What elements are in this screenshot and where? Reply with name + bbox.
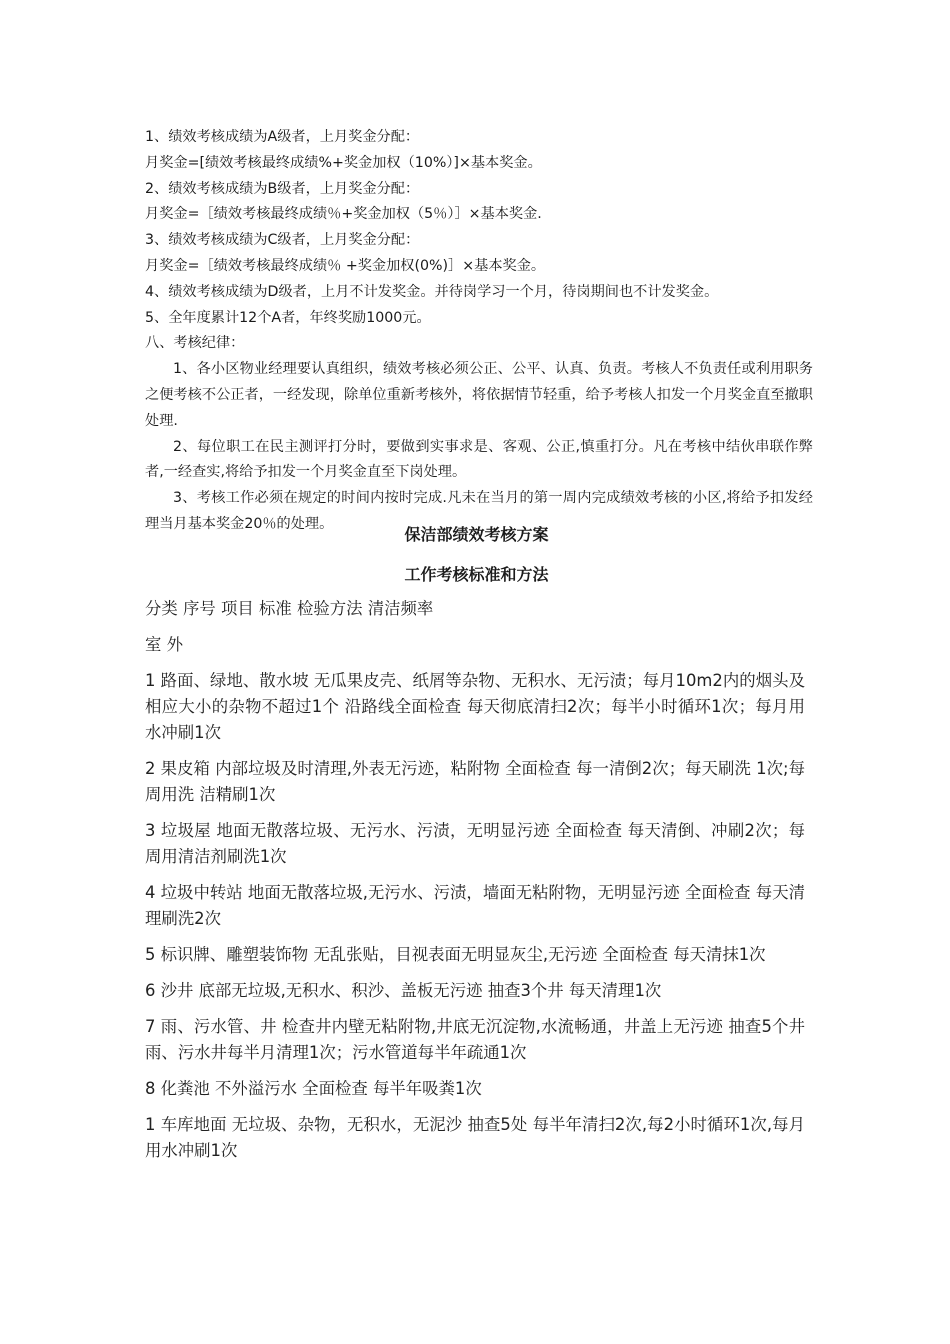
- document-title: 保洁部绩效考核方案: [404, 525, 549, 544]
- list-item: 5 标识牌、雕塑装饰物 无乱张贴，目视表面无明显灰尘,无污迹 全面检查 每天清抹1次: [145, 945, 766, 964]
- list-item: 6 沙井 底部无垃圾,无积水、积沙、盖板无污迹 抽查3个井 每天清理1次: [145, 981, 662, 1000]
- discipline-paragraph: 1、各小区物业经理要认真组织，绩效考核必须公正、公平、认真、负责。考核人不负责任或利用职务之便考核不公正者，一经发现，除单位重新考核外，将依据情节轻重，给予考核人扣发一个月奖金直至撤职处理.: [145, 361, 813, 429]
- rule-line: 5、全年度累计12个A者，年终奖励1000元。: [145, 309, 431, 326]
- list-item: 4 垃圾中转站 地面无散落垃圾,无污水、污渍，墙面无粘附物，无明显污迹 全面检查 每天清理刷洗2次: [145, 883, 805, 928]
- list-item: 8 化粪池 不外溢污水 全面检查 每半年吸粪1次: [145, 1079, 482, 1098]
- list-item: 2 果皮箱 内部垃圾及时清理,外表无污迹，粘附物 全面检查 每一清倒2次；每天刷洗 1次;每周用洗 洁精刷1次: [145, 759, 805, 804]
- rule-line: 月奖金=［绩效考核最终成绩％ +奖金加权(0%)］×基本奖金。: [145, 257, 546, 274]
- table-header-row: 分类 序号 项目 标准 检验方法 清洁频率: [145, 599, 434, 618]
- list-item: 1 车库地面 无垃圾、杂物，无积水，无泥沙 抽查5处 每半年清扫2次,每2小时循环1次,每月用水冲刷1次: [145, 1115, 805, 1160]
- standards-list: [145, 596, 805, 1174]
- category-label: 室 外: [145, 635, 183, 654]
- discipline-paragraph: 2、每位职工在民主测评打分时，要做到实事求是、客观、公正,慎重打分。凡在考核中结伙串联作弊者,一经查实,将给予扣发一个月奖金直至下岗处理。: [145, 438, 813, 481]
- rule-line: 月奖金=［绩效考核最终成绩％+奖金加权（5％）］×基本奖金.: [145, 206, 542, 223]
- document-subtitle: 工作考核标准和方法: [404, 565, 549, 584]
- rule-line: 月奖金=[绩效考核最终成绩%+奖金加权（10%）]×基本奖金。: [145, 154, 542, 171]
- list-item: 3 垃圾屋 地面无散落垃圾、无污水、污渍，无明显污迹 全面检查 每天清倒、冲刷2次；每周用清洁剂刷洗1次: [145, 821, 805, 866]
- rule-line: 4、绩效考核成绩为D级者，上月不计发奖金。并待岗学习一个月，待岗期间也不计发奖金。: [145, 283, 719, 300]
- rule-line: 1、绩效考核成绩为A级者，上月奖金分配：: [145, 129, 420, 145]
- section-heading-discipline: 八、考核纪律：: [145, 335, 245, 352]
- list-item: 7 雨、污水管、井 检查井内壁无粘附物,井底无沉淀物,水流畅通，井盖上无污迹 抽查5个井 雨、污水井每半月清理1次；污水管道每半年疏通1次: [145, 1017, 805, 1062]
- discipline-paragraph: 3、考核工作必须在规定的时间内按时完成.凡未在当月的第一周内完成绩效考核的小区,将给予扣发经理当月基本奖金20％的处理。: [145, 490, 813, 532]
- list-item: 1 路面、绿地、散水坡 无瓜果皮壳、纸屑等杂物、无积水、无污渍；每月10m2内的烟头及相应大小的杂物不超过1个 沿路线全面检查 每天彻底清扫2次；每半小时循环1次；每月用水冲刷1次: [145, 671, 805, 742]
- rule-line: 2、绩效考核成绩为B级者，上月奖金分配：: [145, 180, 420, 197]
- rule-line: 3、绩效考核成绩为C级者，上月奖金分配：: [145, 232, 420, 249]
- bonus-rules-section: [145, 125, 813, 538]
